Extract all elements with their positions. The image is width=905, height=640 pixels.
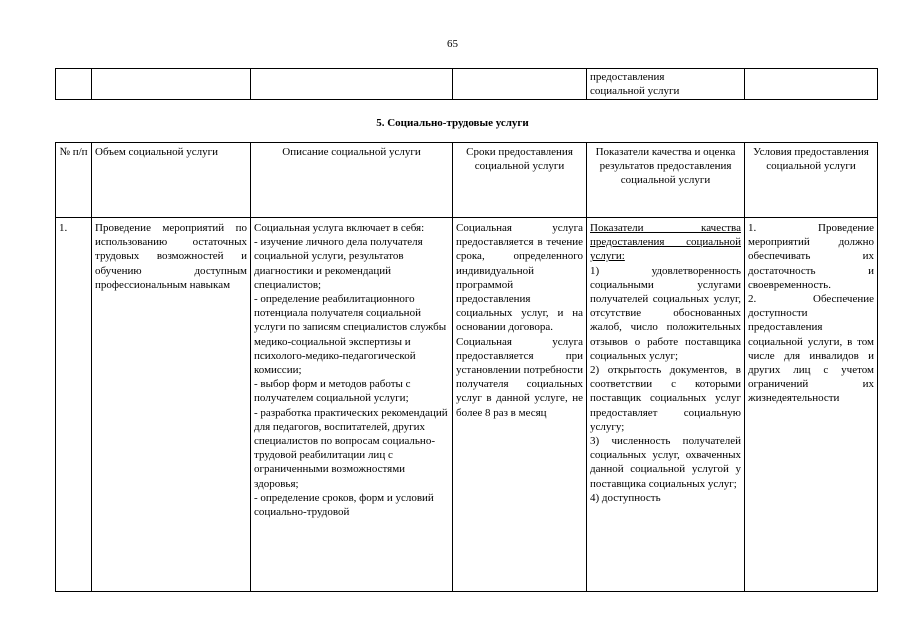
cell-text-line: предоставления (590, 71, 665, 83)
social-labor-services-table (55, 142, 878, 592)
header-conditions: Условия предоставления социальной услуги (745, 143, 878, 218)
terms-paragraph: Социальная услуга предоставляется в течение срока, определенного индивидуальной программой предоставления социальных услуг, и на основании договора. (456, 222, 583, 334)
quality-item: 4) доступность (590, 491, 661, 504)
table-cell (453, 69, 587, 100)
table-cell-quality (587, 69, 745, 100)
table-row (56, 218, 878, 592)
terms-paragraph: Социальная услуга предоставляется при установлении потребности получателя социальных услуг в данной услуге, не более 8 раз в месяц (456, 335, 583, 419)
row-conditions (745, 218, 878, 592)
table-cell (92, 69, 251, 100)
description-item: - выбор форм и методов работы с получателем социальной услуги; (254, 378, 411, 405)
cell-text-line: социальной услуги (590, 85, 680, 98)
table-cell (745, 69, 878, 100)
description-item: - определение сроков, форм и условий социально-трудовой (254, 491, 434, 519)
header-quality: Показатели качества и оценка результатов предоставления социальной услуги (587, 143, 745, 218)
header-num: № п/п (56, 143, 92, 218)
table-row (56, 69, 878, 100)
row-quality (587, 218, 745, 592)
page-number: 65 (447, 38, 458, 50)
section-title: 5. Социально-трудовые услуги (376, 117, 529, 129)
quality-item: 3) численность получателей социальных услуг, охваченных данной социальной услугой у поставщика социальных услуг; (590, 435, 741, 490)
header-terms: Сроки предоставления социальной услуги (453, 143, 587, 218)
row-num: 1. (56, 218, 92, 592)
header-volume: Объем социальной услуги (92, 143, 251, 218)
table-cell (56, 69, 92, 100)
description-item: - изучение личного дела получателя социальной услуги, результатов диагностики и рекомендаций специалистов; (254, 236, 423, 291)
quality-item: 1) удовлетворенность социальными услугами получателей социальных услуг, отсутствие обоснованных жалоб, число положительных отзывов о работе поставщика социальных услуг; (590, 264, 741, 362)
conditions-item: 2. Обеспечение доступности предоставления социальной услуги, в том числе для инвалидов и других лиц с учетом ограничений их жизнедеятельности (748, 293, 874, 405)
conditions-item: 1. Проведение мероприятий должно обеспечивать их достаточность и своевременность. (748, 222, 874, 291)
description-paragraph: Социальная услуга включает в себя: (254, 222, 425, 234)
description-item: - разработка практических рекомендаций для педагогов, воспитателей, других специалистов по вопросам социально-трудовой реабилитации лиц с ограниченными возможностями здоровья; (254, 406, 448, 490)
table-cell (251, 69, 453, 100)
row-volume: Проведение мероприятий по использованию остаточных трудовых возможностей и обучению доступным профессиональным навыкам (92, 218, 251, 592)
previous-table-continuation (55, 68, 878, 100)
quality-item: 2) открытость документов, в соответствии с которыми поставщик социальных услуг предоставляет социальную услугу; (590, 364, 741, 433)
header-description: Описание социальной услуги (251, 143, 453, 218)
table-header-row (56, 143, 878, 218)
row-description (251, 218, 453, 592)
quality-heading: Показатели качества предоставления социальной услуги: (590, 222, 741, 263)
row-terms (453, 218, 587, 592)
description-item: - определение реабилитационного потенциала получателя социальной услуги по записям специалистов службы медико-социальной экспертизы и психолого-медико-педагогической комиссии; (254, 293, 447, 377)
